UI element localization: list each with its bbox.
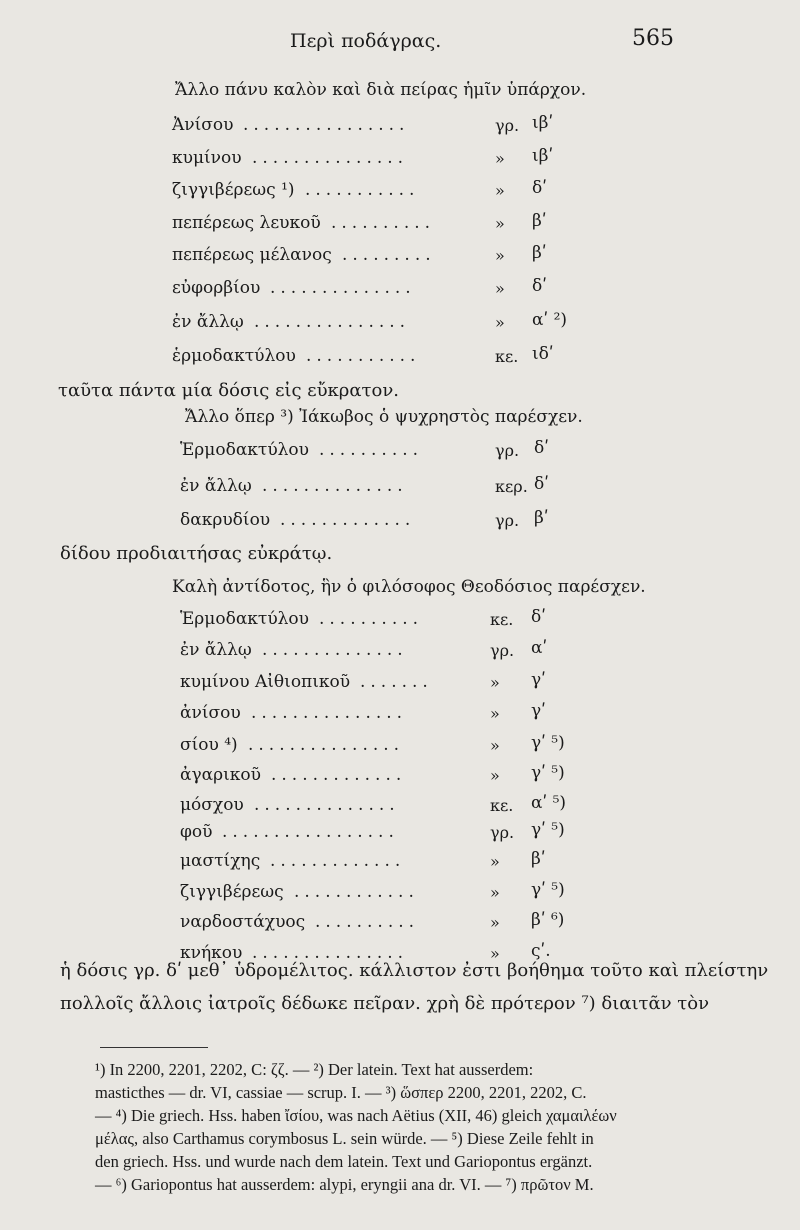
ingredient-unit: » [490,736,500,755]
dot-leader: ............ [294,882,419,902]
ingredient-name: μόσχου [180,795,244,815]
footnote-line: μέλας, also Carthamus corymbosus L. sein würde. — ⁵) Diese Zeile fehlt in [95,1129,594,1148]
dot-leader: ........... [305,180,420,200]
ingredient-unit: » [490,944,500,963]
ingredient-unit: » [495,279,505,298]
ingredient-amount: δʹ [532,276,547,296]
ingredient-unit: » [490,852,500,871]
ingredient-name: φοῦ [180,822,213,842]
dot-leader: ............... [252,148,409,168]
ingredient-unit: » [490,883,500,902]
ingredient-unit: κερ. [495,477,528,496]
ingredient-name: σίου ⁴) [180,735,238,755]
ingredient-unit: γρ. [495,511,520,530]
ingredient-unit: » [490,673,500,692]
dot-leader: ............... [252,943,409,963]
dot-leader: ............... [251,703,408,723]
ingredient-unit: κε. [490,610,514,629]
ingredient-name: εὐφορβίου [172,278,261,298]
ingredient-unit: γρ. [490,641,515,660]
ingredient-amount: ςʹ. [531,941,551,961]
recipe-heading: Καλὴ ἀντίδοτος, ἣν ὁ φιλόσοφος Θεοδόσιος παρέσχεν. [172,577,646,597]
recipe-closing: ταῦτα πάντα μία δόσις εἰς εὔκρατον. [58,380,400,401]
recipe-heading: Ἄλλο πάνυ καλὸν καὶ διὰ πείρας ἡμῖν ὑπάρχον. [175,80,587,100]
ingredient-amount: δʹ [531,607,546,627]
ingredient-unit: κε. [490,796,514,815]
ingredient-name: ἐν ἄλλῳ [180,476,252,496]
ingredient-unit: γρ. [495,441,520,460]
dot-leader: ............... [254,312,411,332]
dot-leader: ....... [360,672,433,692]
dot-leader: ................ [243,115,410,135]
dot-leader: .......... [319,440,424,460]
ingredient-unit: γρ. [490,823,515,842]
ingredient-amount: βʹ [531,849,546,869]
ingredient-amount: ιδʹ [532,344,554,364]
ingredient-unit: » [495,181,505,200]
ingredient-name: ἀγαρικοῦ [180,765,261,785]
ingredient-unit: » [490,766,500,785]
ingredient-name: Ἑρμοδακτύλου [180,609,310,629]
ingredient-amount: δʹ [532,178,547,198]
ingredient-amount: δʹ [534,474,549,494]
ingredient-name: Ἑρμοδακτύλου [180,440,310,460]
ingredient-name: ἑρμοδακτύλου [172,346,296,366]
ingredient-amount: βʹ ⁶) [531,910,565,930]
ingredient-amount: ιβʹ [532,146,554,166]
ingredient-amount: βʹ [534,508,549,528]
ingredient-amount: γʹ ⁵) [531,820,565,840]
ingredient-amount: γʹ ⁵) [531,880,565,900]
dot-leader: .............. [270,278,416,298]
ingredient-amount: βʹ [532,211,547,231]
ingredient-unit: κε. [495,347,519,366]
footnote-line: masticthes — dr. VI, cassiae — scrup. I. — ³) ὥσπερ 2200, 2201, 2202, C. [95,1083,587,1102]
recipe-heading: Ἄλλο ὅπερ ³) Ἰάκωβος ὁ ψυχρηστὸς παρέσχεν. [185,407,583,427]
ingredient-unit: γρ. [495,116,520,135]
footnote-line: ¹) In 2200, 2201, 2202, C: ζζ. — ²) Der latein. Text hat ausserdem: [95,1060,534,1079]
ingredient-name: Ἀνίσου [172,115,234,135]
ingredient-unit: » [495,149,505,168]
ingredient-amount: αʹ [531,638,548,658]
footnote-line: — ⁴) Die griech. Hss. haben ἴσίου, was nach Aëtius (XII, 46) gleich χαμαιλέων [95,1106,617,1125]
page-number: 565 [632,26,674,51]
ingredient-name: ζιγγιβέρεως [180,882,284,902]
ingredient-unit: » [490,913,500,932]
dot-leader: ............. [280,510,416,530]
dot-leader: ......... [342,245,436,265]
footnote-line: — ⁶) Gariopontus hat ausserdem: alypi, eryngii ana dr. VI. — ⁷) πρῶτον M. [95,1175,594,1194]
recipe-closing: δίδου προδιαιτήσας εὐκράτῳ. [60,543,333,564]
ingredient-amount: αʹ ²) [532,310,568,330]
ingredient-amount: γʹ ⁵) [531,733,565,753]
ingredient-name: ἐν ἄλλῳ [172,312,244,332]
dot-leader: ............... [248,735,405,755]
ingredient-name: κυμίνου [172,148,242,168]
ingredient-name: ναρδοστάχυος [180,912,306,932]
running-title: Περὶ ποδάγρας. [290,30,442,52]
prose-line: πολλοῖς ἄλλοις ἰατροῖς δέδωκε πεῖραν. χρὴ δὲ πρότερον ⁷) διαιτᾶν τὸν [60,993,710,1014]
prose-line: ἡ δόσις γρ. δʹ μεθ᾽ ὑδρομέλιτος. κάλλιστον ἐστι βοήθημα τοῦτο καὶ πλείστην [60,960,769,981]
ingredient-amount: ιβʹ [532,113,554,133]
dot-leader: ........... [306,346,421,366]
ingredient-amount: δʹ [534,438,549,458]
dot-leader: .............. [262,640,408,660]
ingredient-name: ἐν ἄλλῳ [180,640,252,660]
dot-leader: .......... [315,912,420,932]
ingredient-unit: » [495,313,505,332]
footnote-rule [100,1047,208,1048]
ingredient-name: ἀνίσου [180,703,241,723]
ingredient-unit: » [495,246,505,265]
dot-leader: .......... [331,213,436,233]
ingredient-name: κνήκου [180,943,243,963]
ingredient-name: δακρυδίου [180,510,271,530]
ingredient-unit: » [490,704,500,723]
ingredient-amount: γʹ [531,670,546,690]
ingredient-name: πεπέρεως μέλανος [172,245,332,265]
footnote-line: den griech. Hss. und wurde nach dem latein. Text und Gariopontus ergänzt. [95,1152,593,1171]
ingredient-name: πεπέρεως λευκοῦ [172,213,321,233]
dot-leader: ............. [270,851,406,871]
dot-leader: .............. [262,476,408,496]
ingredient-name: κυμίνου Αἰθιοπικοῦ [180,672,351,692]
ingredient-amount: βʹ [532,243,547,263]
dot-leader: ................. [222,822,399,842]
ingredient-unit: » [495,214,505,233]
ingredient-amount: γʹ ⁵) [531,763,565,783]
ingredient-amount: γʹ [531,701,546,721]
dot-leader: ............. [271,765,407,785]
ingredient-amount: αʹ ⁵) [531,793,567,813]
ingredient-name: ζιγγιβέρεως ¹) [172,180,295,200]
dot-leader: .......... [319,609,424,629]
dot-leader: .............. [254,795,400,815]
ingredient-name: μαστίχης [180,851,261,871]
